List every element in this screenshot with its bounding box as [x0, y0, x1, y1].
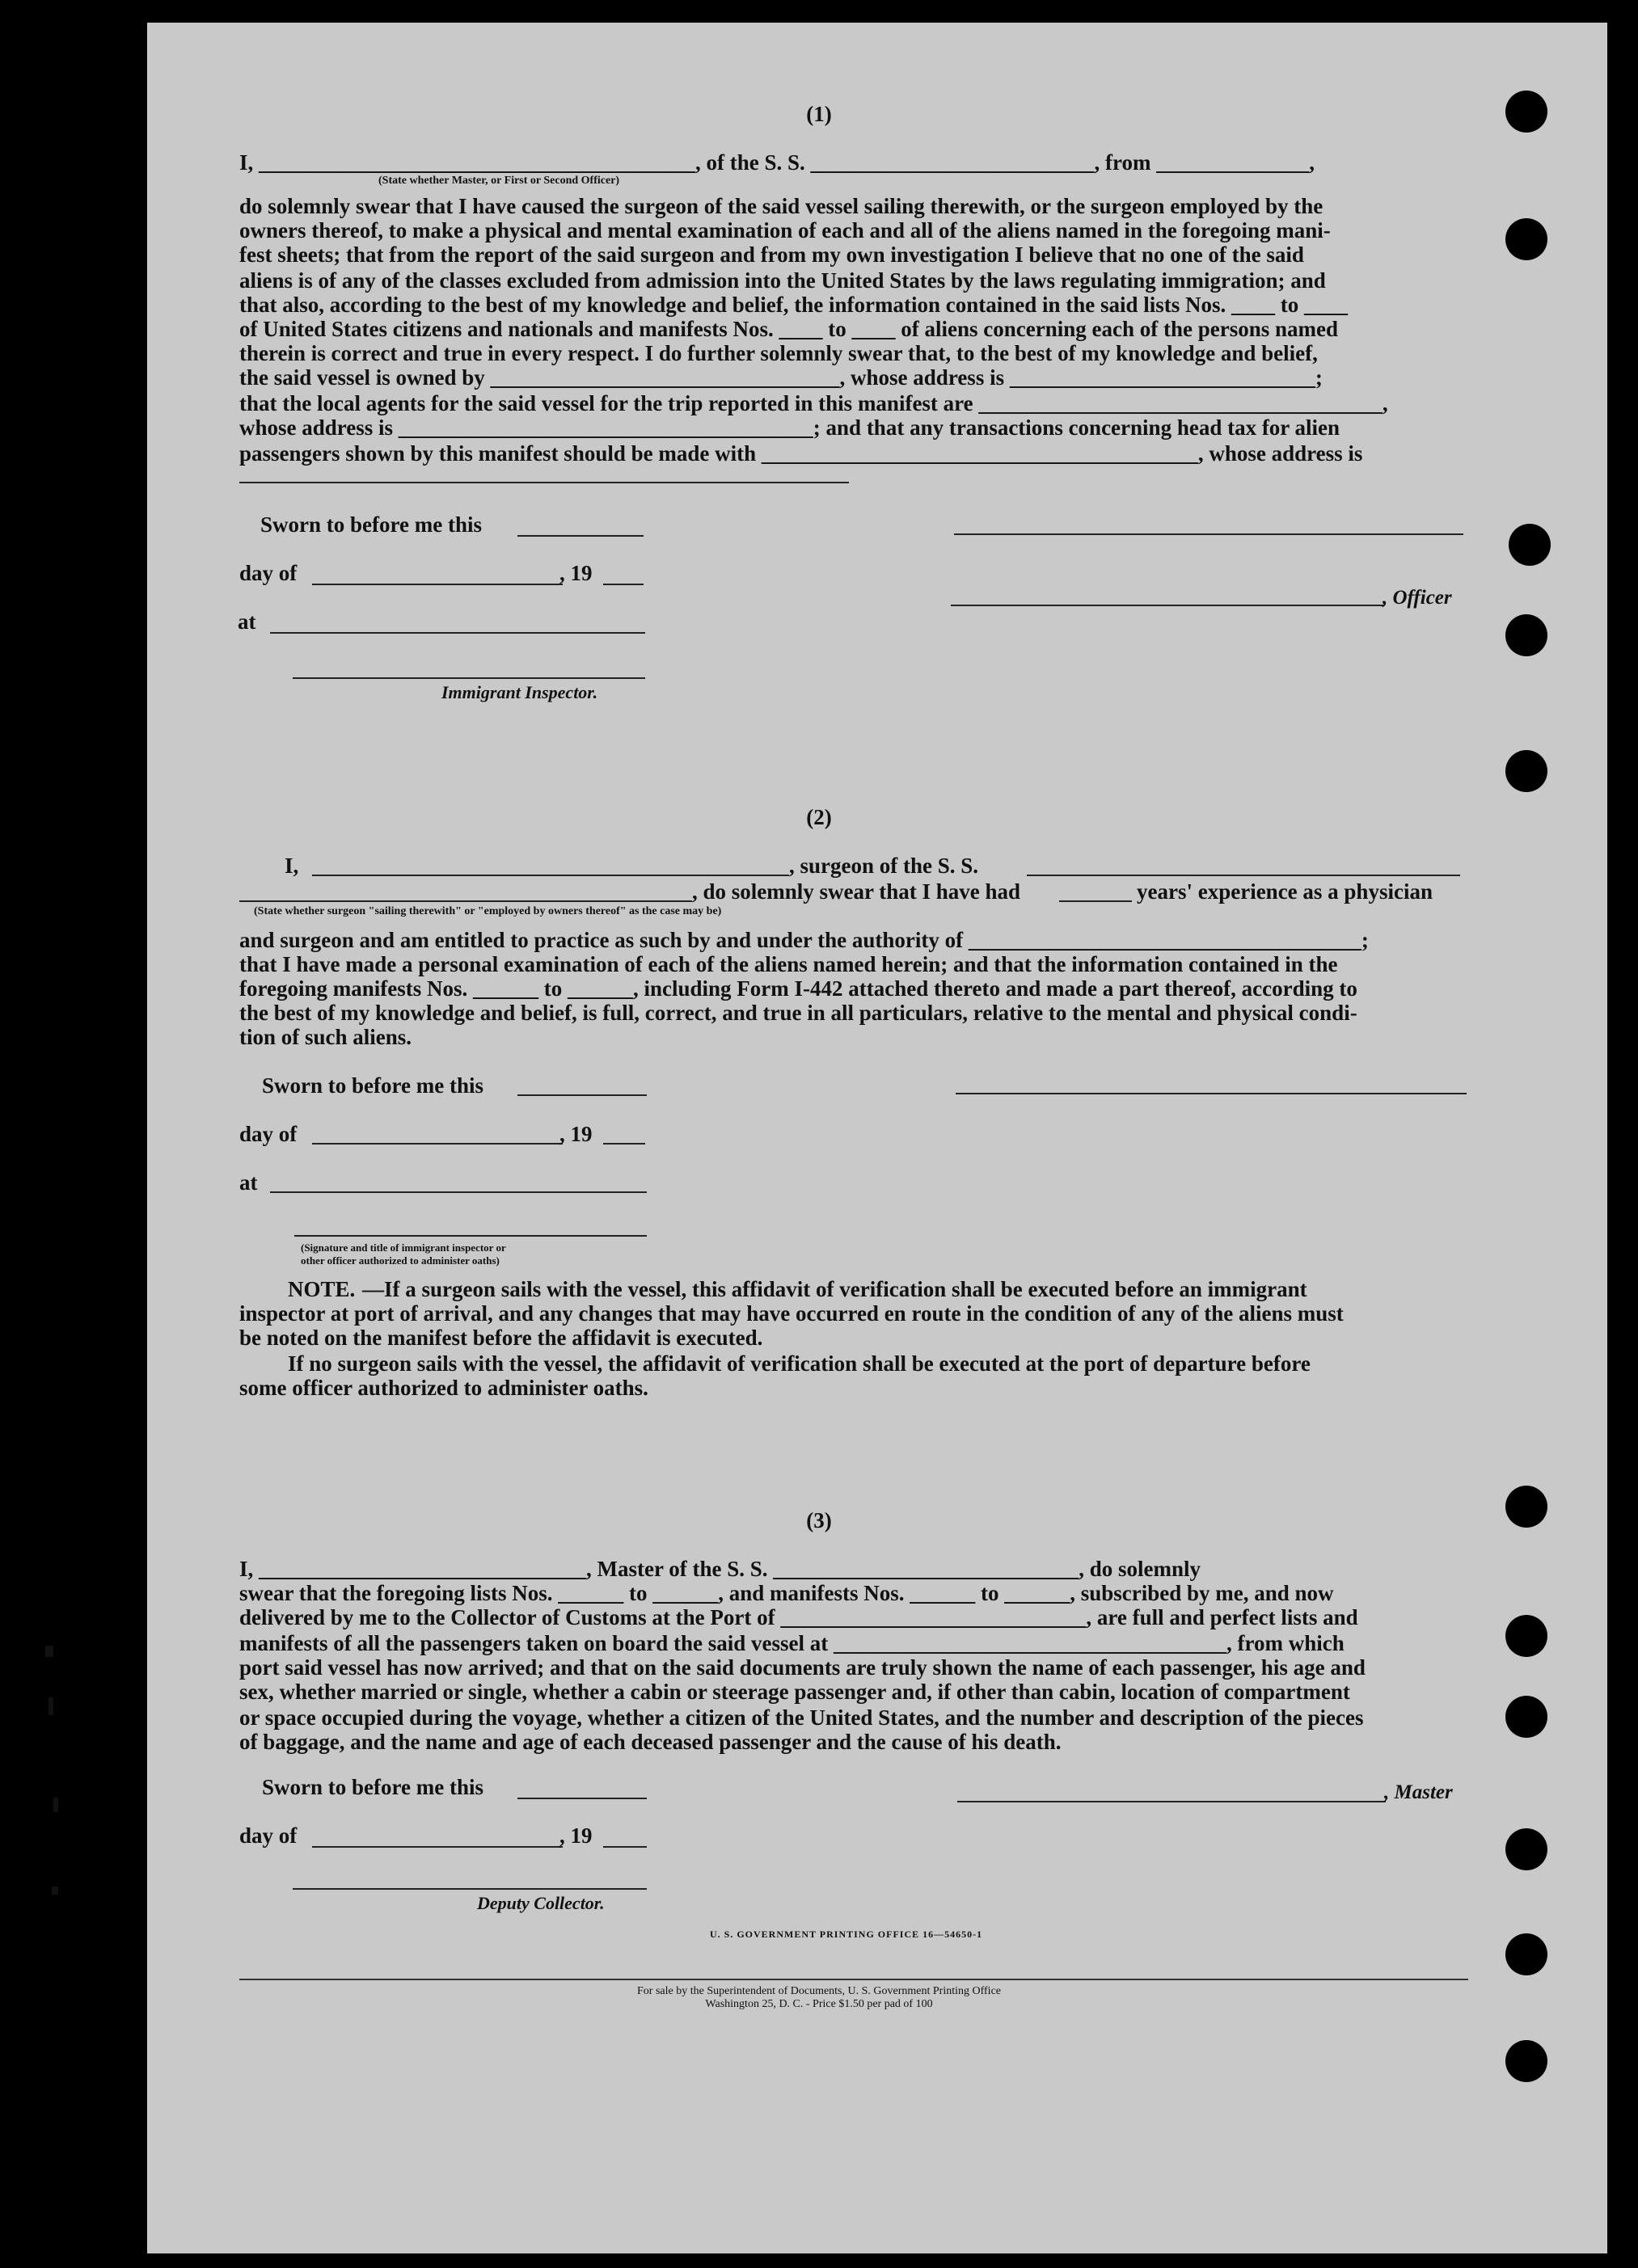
surgeon-name-field[interactable]	[312, 875, 789, 876]
year-label-1: , 19	[559, 561, 593, 585]
note-line: If no surgeon sails with the vessel, the affidavit of verification shall be executed at the port of departure before	[288, 1351, 1311, 1376]
punch-hole	[1505, 1615, 1547, 1657]
surgeon-signature-line[interactable]	[956, 1093, 1467, 1094]
note-line: be noted on the manifest before the affidavit is executed.	[239, 1326, 763, 1350]
punch-hole	[1505, 1933, 1547, 1975]
year-field-3[interactable]	[603, 1846, 647, 1848]
section-3-line: delivered by me to the Collector of Customs at the Port of ____________________________, are full and perfect lists and	[239, 1605, 1358, 1629]
section-2-line: and surgeon and am entitled to practice as such by and under the authority of ____________________________________;	[239, 928, 1369, 952]
punch-hole	[1505, 750, 1547, 792]
day-of-label-1: day of	[239, 561, 298, 585]
signature-caption-1: (Signature and title of immigrant inspector or	[301, 1241, 506, 1254]
scan-mark	[52, 1886, 58, 1895]
gpo-imprint: U. S. GOVERNMENT PRINTING OFFICE 16—54650-1	[710, 1929, 983, 1940]
year-label-3: , 19	[559, 1823, 593, 1848]
section-1-line: owners thereof, to make a physical and mental examination of each and all of the aliens named in the foregoing mani-	[239, 218, 1331, 242]
day-of-field-2[interactable]	[312, 1143, 563, 1145]
master-label: , Master	[1384, 1781, 1453, 1803]
sworn-date-field-3[interactable]	[517, 1798, 647, 1799]
at-field-2[interactable]	[270, 1191, 647, 1193]
footer-rule	[239, 1979, 1468, 1980]
section-2-line: foregoing manifests Nos. ______ to ______, including Form I-442 attached thereto and made a part thereof, according to	[239, 976, 1357, 1001]
sworn-label-1: Sworn to before me this	[260, 512, 482, 537]
section-1-line: that the local agents for the said vessel for the trip reported in this manifest are _____________________________________,	[239, 391, 1388, 415]
section-3-line: manifests of all the passengers taken on board the said vessel at ____________________________________, from which	[239, 1631, 1345, 1655]
at-label-2: at	[239, 1170, 258, 1195]
master-signature-line[interactable]	[957, 1801, 1386, 1802]
section-2-line: tion of such aliens.	[239, 1025, 412, 1049]
scan-mark	[53, 1798, 58, 1812]
section-2-i: I,	[285, 854, 299, 878]
section-3-line: or space occupied during the voyage, whether a citizen of the United States, and the number and description of the pieces	[239, 1705, 1364, 1730]
scan-mark	[49, 1697, 53, 1715]
section-1-line: that also, according to the best of my knowledge and belief, the information contained in the said lists Nos. ____ to ____	[239, 293, 1349, 317]
signature-caption-2: other officer authorized to administer oaths)	[301, 1254, 500, 1267]
collector-signature-line[interactable]	[293, 1888, 647, 1890]
section-1-line: of United States citizens and nationals and manifests Nos. ____ to ____ of aliens concerning each of the persons named	[239, 317, 1339, 341]
footer-line-2: Washington 25, D. C. - Price $1.50 per pad of 100	[705, 1998, 933, 2010]
officer-name-line[interactable]	[951, 605, 1384, 606]
note-line: inspector at port of arrival, and any changes that may have occurred en route in the condition of any of the aliens must	[239, 1301, 1344, 1326]
sworn-label-2: Sworn to before me this	[262, 1073, 483, 1098]
year-field-1[interactable]	[603, 584, 644, 585]
section-1-line: therein is correct and true in every respect. I do further solemnly swear that, to the best of my knowledge and belief,	[239, 341, 1318, 365]
section-1-line: aliens is of any of the classes excluded from admission into the United States by the laws regulating immigration; and	[239, 268, 1326, 293]
punch-hole	[1505, 2040, 1547, 2082]
punch-hole	[1505, 218, 1547, 260]
section-3-line: I, ______________________________, Master of the S. S. ____________________________, do solemnly	[239, 1557, 1201, 1581]
section-1-caption: (State whether Master, or First or Second Officer)	[378, 175, 620, 187]
section-3-line: sex, whether married or single, whether a cabin or steerage passenger and, if other than cabin, location of compartment	[239, 1680, 1350, 1704]
section-1-line: do solemnly swear that I have caused the surgeon of the said vessel sailing therewith, or the surgeon employed by the	[239, 194, 1323, 218]
section-3-line: of baggage, and the name and age of each deceased passenger and the cause of his death.	[239, 1730, 1062, 1754]
inspector-signature-line[interactable]	[293, 677, 645, 679]
day-of-label-2: day of	[239, 1122, 298, 1146]
day-of-field-1[interactable]	[312, 584, 563, 585]
physician-text: years' experience as a physician	[1137, 879, 1433, 904]
footer-line-1: For sale by the Superintendent of Documents, U. S. Government Printing Office	[637, 1985, 1001, 1997]
section-1-line: passengers shown by this manifest should be made with ________________________________________, whose address is	[239, 441, 1363, 466]
section-1-line: whose address is ______________________________________; and that any transactions concerning head tax for alien	[239, 415, 1340, 440]
inspector-signature-line-2[interactable]	[294, 1235, 647, 1237]
punch-hole	[1505, 614, 1547, 656]
section-2-caption: (State whether surgeon "sailing therewith" or "employed by owners thereof" as the case may be)	[254, 905, 722, 917]
day-of-field-3[interactable]	[312, 1846, 563, 1848]
sworn-date-field-2[interactable]	[517, 1094, 647, 1096]
section-1-line: the said vessel is owned by ________________________________, whose address is ____________________________;	[239, 365, 1323, 390]
at-field-1[interactable]	[270, 632, 645, 634]
year-label-2: , 19	[559, 1122, 593, 1146]
deputy-collector-label: Deputy Collector.	[477, 1893, 605, 1913]
section-2-line: the best of my knowledge and belief, is full, correct, and true in all particulars, relative to the mental and physical condi-	[239, 1001, 1357, 1025]
year-field-2[interactable]	[603, 1143, 645, 1145]
section-3-line: swear that the foregoing lists Nos. ______ to ______, and manifests Nos. ______ to ______, subscribed by me, and now	[239, 1581, 1334, 1605]
punch-hole	[1505, 1696, 1547, 1738]
ship-name-field-2[interactable]	[1027, 875, 1460, 876]
immigrant-inspector-label: Immigrant Inspector.	[441, 682, 598, 702]
scan-mark	[45, 1646, 53, 1657]
section-3-number: (3)	[806, 1508, 832, 1532]
address-continuation-line[interactable]	[239, 482, 849, 483]
day-of-label-3: day of	[239, 1823, 298, 1848]
note-label: NOTE.	[288, 1277, 356, 1301]
punch-hole	[1509, 524, 1551, 566]
note-line: some officer authorized to administer oaths.	[239, 1376, 648, 1400]
sworn-date-field-1[interactable]	[517, 535, 644, 537]
section-1-line: I, ________________________________________, of the S. S. __________________________, from ______________,	[239, 150, 1315, 175]
officer-label: , Officer	[1383, 587, 1452, 609]
note-line: —If a surgeon sails with the vessel, this affidavit of verification shall be executed before an immigrant	[362, 1277, 1307, 1301]
section-2-number: (2)	[806, 805, 832, 829]
sworn-label-3: Sworn to before me this	[262, 1775, 483, 1799]
surgeon-of-label: , surgeon of the S. S.	[789, 854, 979, 878]
punch-hole	[1505, 1828, 1547, 1870]
at-label-1: at	[238, 609, 256, 634]
section-1-line: fest sheets; that from the report of the said surgeon and from my own investigation I believe that no one of the said	[239, 242, 1304, 267]
officer-signature-line[interactable]	[954, 533, 1463, 535]
section-3-line: port said vessel has now arrived; and that on the said documents are truly shown the name of each passenger, his age and	[239, 1655, 1366, 1680]
years-field[interactable]	[1059, 900, 1132, 902]
experience-text: , do solemnly swear that I have had	[692, 879, 1021, 904]
section-2-line: that I have made a personal examination of each of the aliens named herein; and that the information contained in the	[239, 952, 1338, 976]
surgeon-status-field[interactable]	[239, 900, 692, 902]
section-1-number: (1)	[806, 102, 832, 126]
